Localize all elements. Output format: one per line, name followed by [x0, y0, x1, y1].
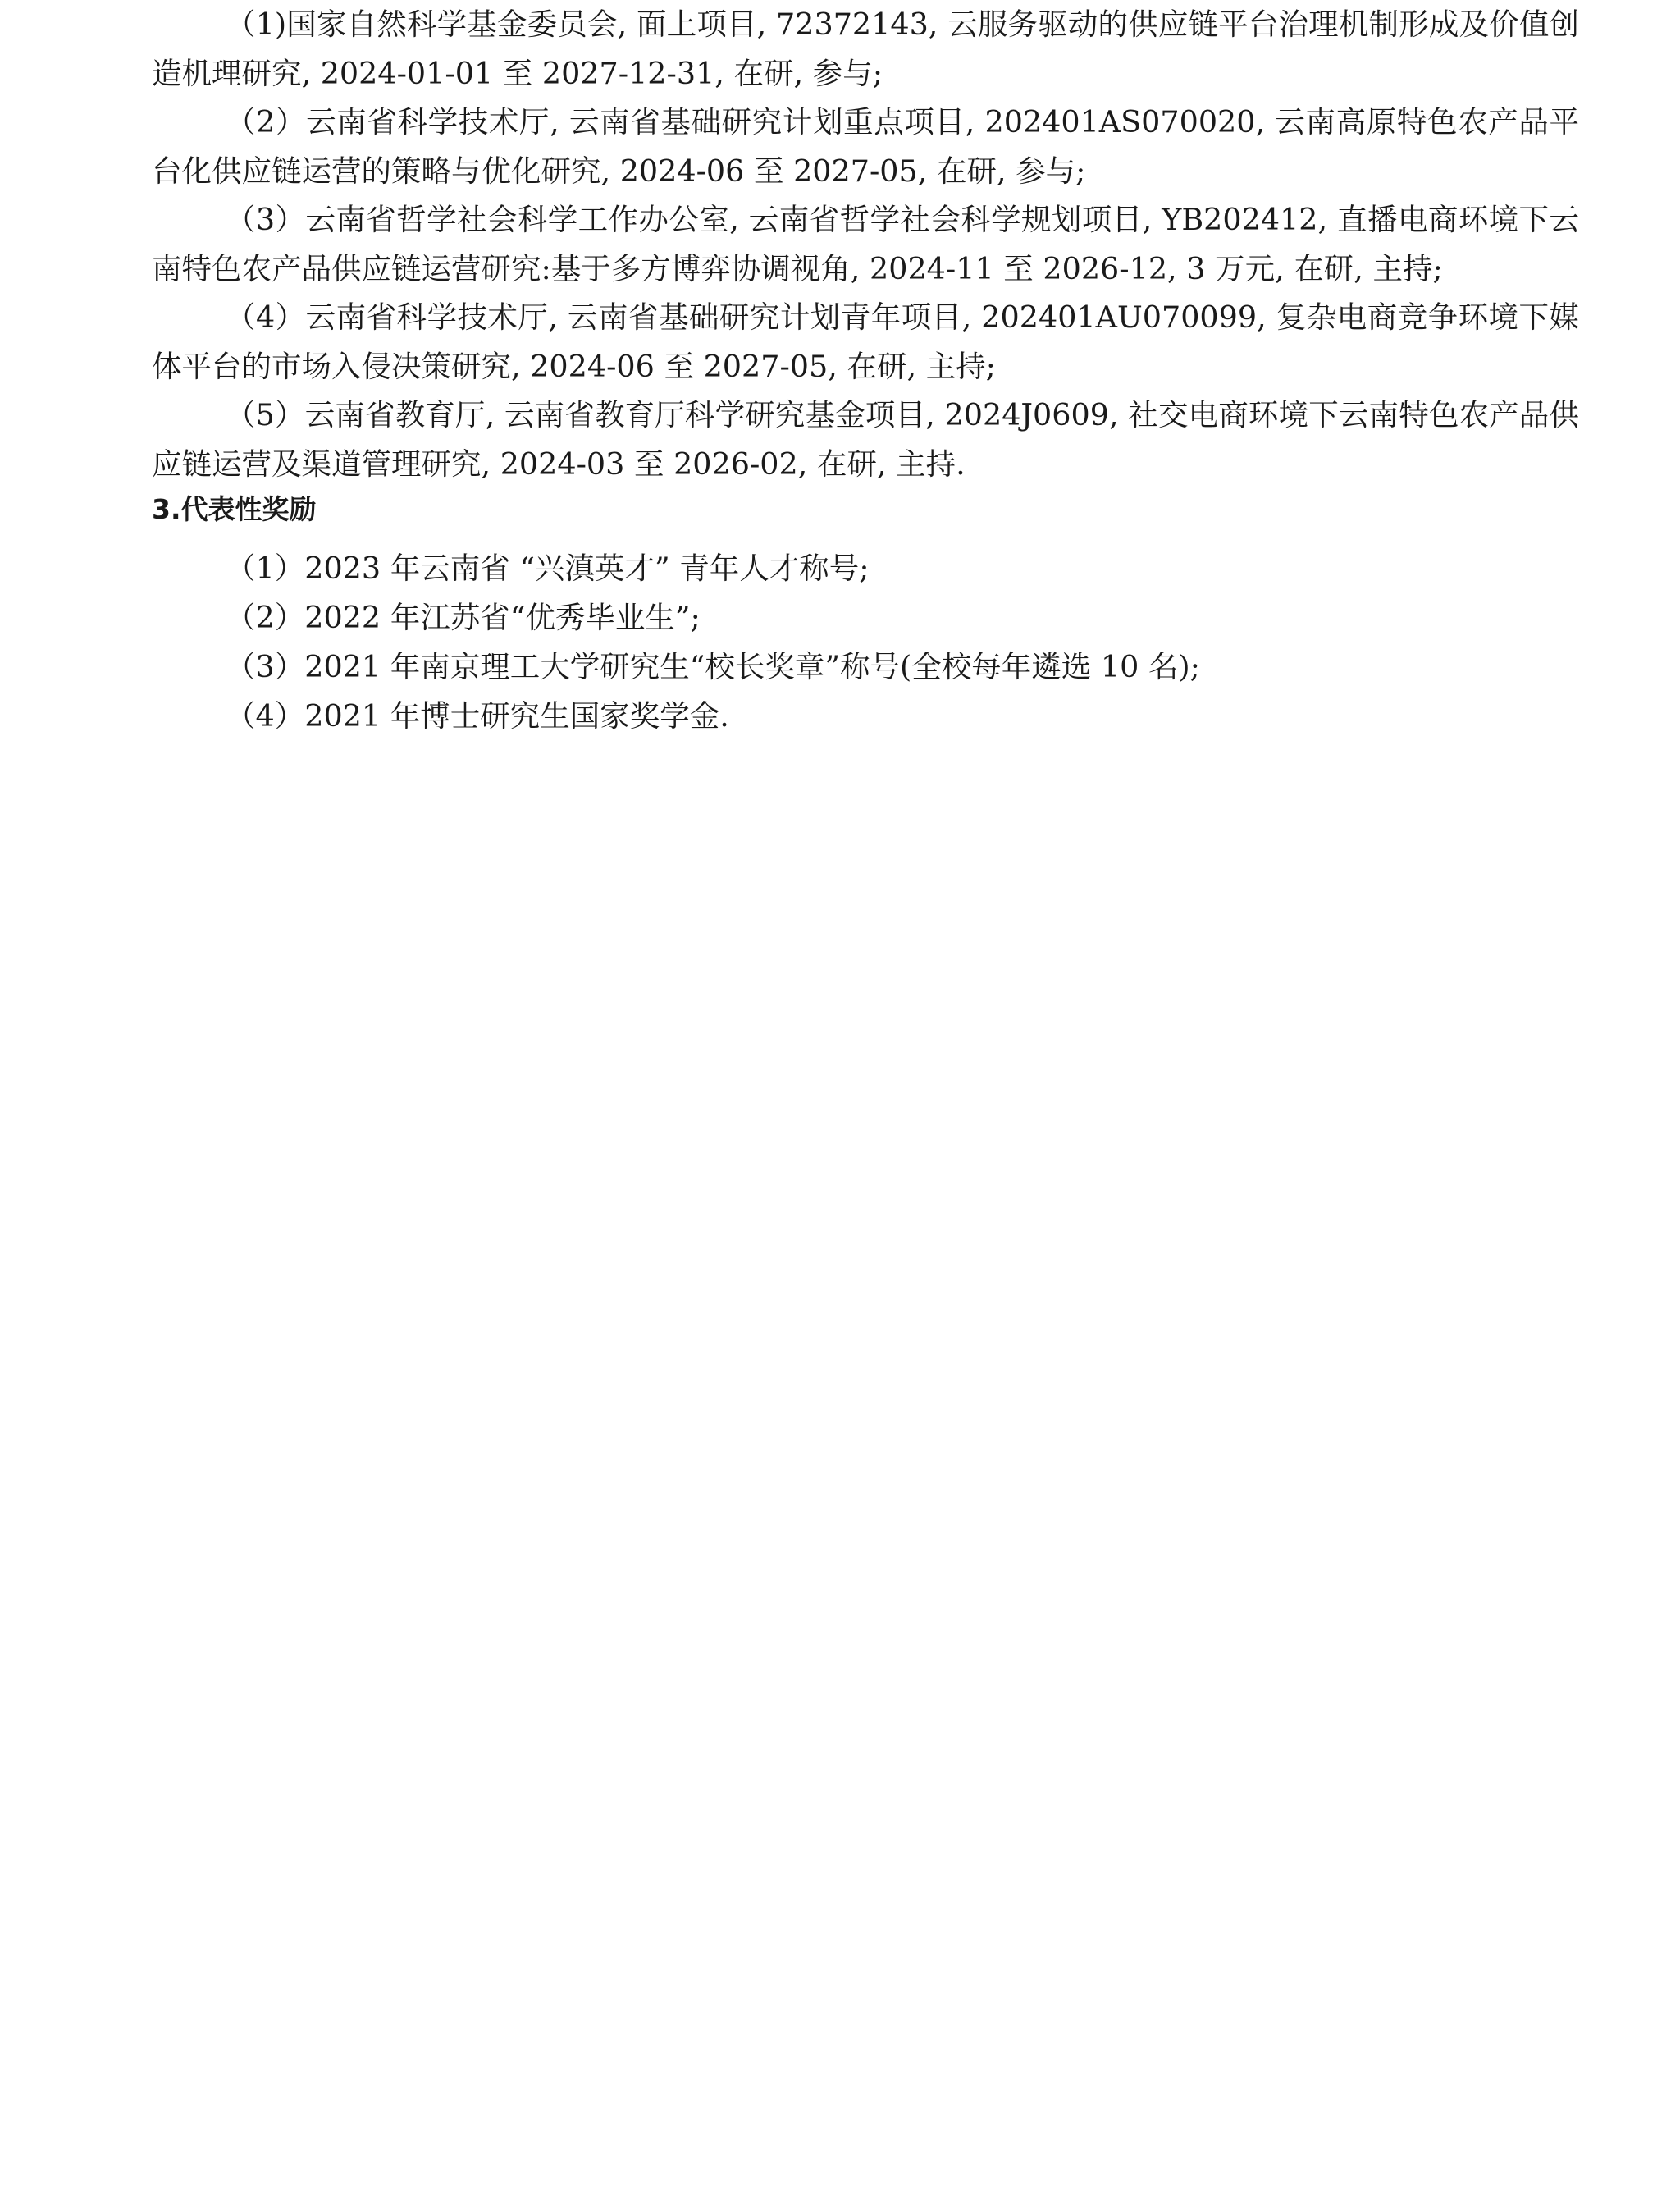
- award-item-1: （1）2023 年云南省 “兴滇英才” 青年人才称号;: [226, 551, 870, 586]
- award-item-3: （3）2021 年南京理工大学研究生“校长奖章”称号(全校每年遴选 10 名);: [226, 649, 1200, 684]
- award-item-2: （2）2022 年江苏省“优秀毕业生”;: [226, 600, 701, 635]
- award-item-4: （4）2021 年博士研究生国家奖学金.: [226, 698, 729, 734]
- project-item-4: （4）云南省科学技术厅, 云南省基础研究计划青年项目, 202401AU070099, 复杂电商竞争环境下媒体平台的市场入侵决策研究, 2024-06 至 2027-05, 在研, 主持;: [152, 300, 1579, 384]
- project-item-3: （3）云南省哲学社会科学工作办公室, 云南省哲学社会科学规划项目, YB202412, 直播电商环境下云南特色农产品供应链运营研究:基于多方博弈协调视角, 2024-11 至 2026-12, 3 万元, 在研, 主持;: [152, 202, 1579, 286]
- awards-heading: 3.代表性奖励: [152, 493, 317, 525]
- project-item-5: （5）云南省教育厅, 云南省教育厅科学研究基金项目, 2024J0609, 社交电商环境下云南特色农产品供应链运营及渠道管理研究, 2024-03 至 2026-02, 在研, 主持.: [152, 397, 1579, 482]
- project-item-1: （1)国家自然科学基金委员会, 面上项目, 72372143, 云服务驱动的供应链平台治理机制形成及价值创造机理研究, 2024-01-01 至 2027-12-31, 在研, 参与;: [152, 7, 1579, 91]
- award-list: [152, 544, 1579, 741]
- project-item-2: （2）云南省科学技术厅, 云南省基础研究计划重点项目, 202401AS070020, 云南高原特色农产品平台化供应链运营的策略与优化研究, 2024-06 至 2027-05, 在研, 参与;: [152, 104, 1579, 189]
- project-list: [152, 0, 1579, 488]
- page-content: [152, 0, 1579, 741]
